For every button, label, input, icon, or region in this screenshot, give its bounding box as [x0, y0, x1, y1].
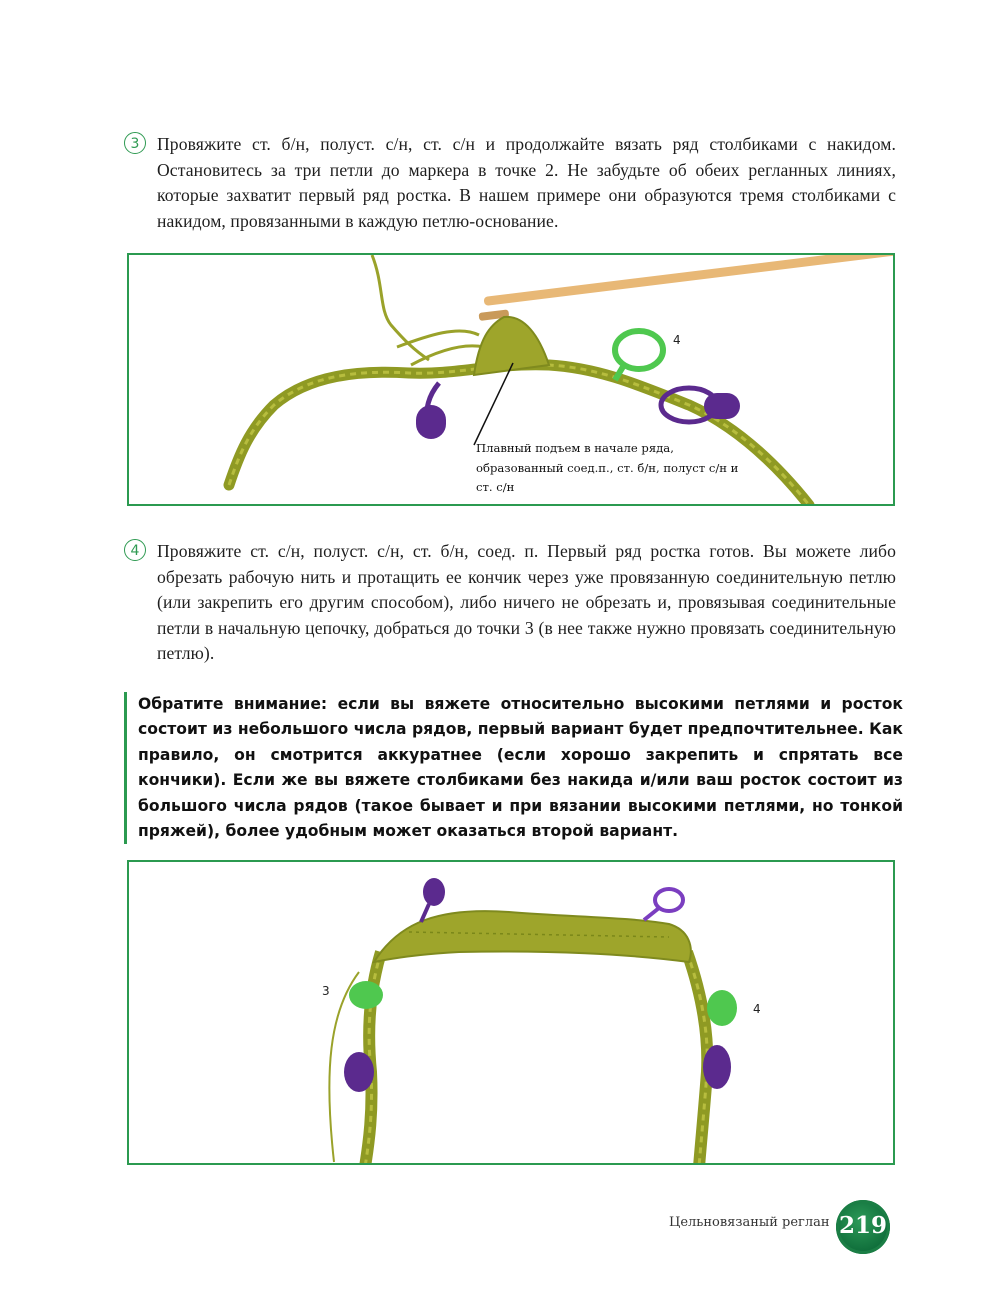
- green-marker-right-icon: [707, 990, 737, 1026]
- photo-crochet-first-row: [127, 860, 895, 1165]
- note-text: если вы вяжете относительно высокими петлями и росток состоит из небольшого числа рядов, первый вариант будет предпочтительнее. Как правило, он смотрится аккуратнее (если хорошо закрепить и спрятать все кончики). Если же вы вяжете столбиками без накида и/или ваш росток состоит из большого числа рядов (такое бывает и при вязании высокими петлями, но тонкой пряжей), более удобным может оказаться второй вариант.: [138, 695, 904, 841]
- step-3: [124, 132, 896, 234]
- purple-marker-top-right-icon: [644, 889, 683, 920]
- point-label-4: 4: [753, 1002, 761, 1016]
- step-3-text: Провяжите ст. б/н, полуст. с/н, ст. с/н и продолжайте вязать ряд столбиками с накидом. Остановитесь за три петли до маркера в точке 2. Не забудьте об обеих регланных линиях, которые захватит первый ряд ростка. В нашем примере они образуются тремя столбиками с накидом, провязанными в каждую петлю-основание.: [157, 134, 896, 231]
- note-label: Обратите внимание:: [138, 695, 328, 713]
- step-number-3: 3: [124, 132, 146, 154]
- purple-marker-left-icon: [344, 1052, 374, 1092]
- marker-label-4: 4: [673, 333, 681, 347]
- page-number-badge: [836, 1200, 890, 1254]
- page-number: 219: [838, 1212, 887, 1239]
- footer-section-title: Цельновязаный реглан: [669, 1215, 830, 1230]
- step-number-4: 4: [124, 539, 146, 561]
- green-marker-icon: [615, 331, 663, 380]
- photo-caption: Плавный подъем в начале ряда, образованный соед.п., ст. б/н, полуст с/н и ст. с/н: [476, 441, 739, 494]
- photo-crochet-row-start: [127, 253, 895, 506]
- purple-marker-left-icon: [416, 383, 446, 439]
- purple-marker-right-icon: [703, 1045, 731, 1089]
- step-4: [124, 539, 896, 667]
- green-marker-left-icon: [349, 981, 383, 1009]
- note-block: [124, 692, 903, 844]
- crochet-illustration-2: [129, 862, 895, 1165]
- step-4-text: Провяжите ст. с/н, полуст. с/н, ст. б/н, соед. п. Первый ряд ростка готов. Вы можете либо обрезать рабочую нить и протащить ее кончик через уже провязанную соединительную петлю (или закрепить его другим способом), либо ничего не обрезать и, провязывая соединительные петли в начальную цепочку, добраться до точки 3 (в нее также нужно провязать соединительную петлю).: [157, 541, 896, 663]
- point-label-3: 3: [322, 984, 330, 998]
